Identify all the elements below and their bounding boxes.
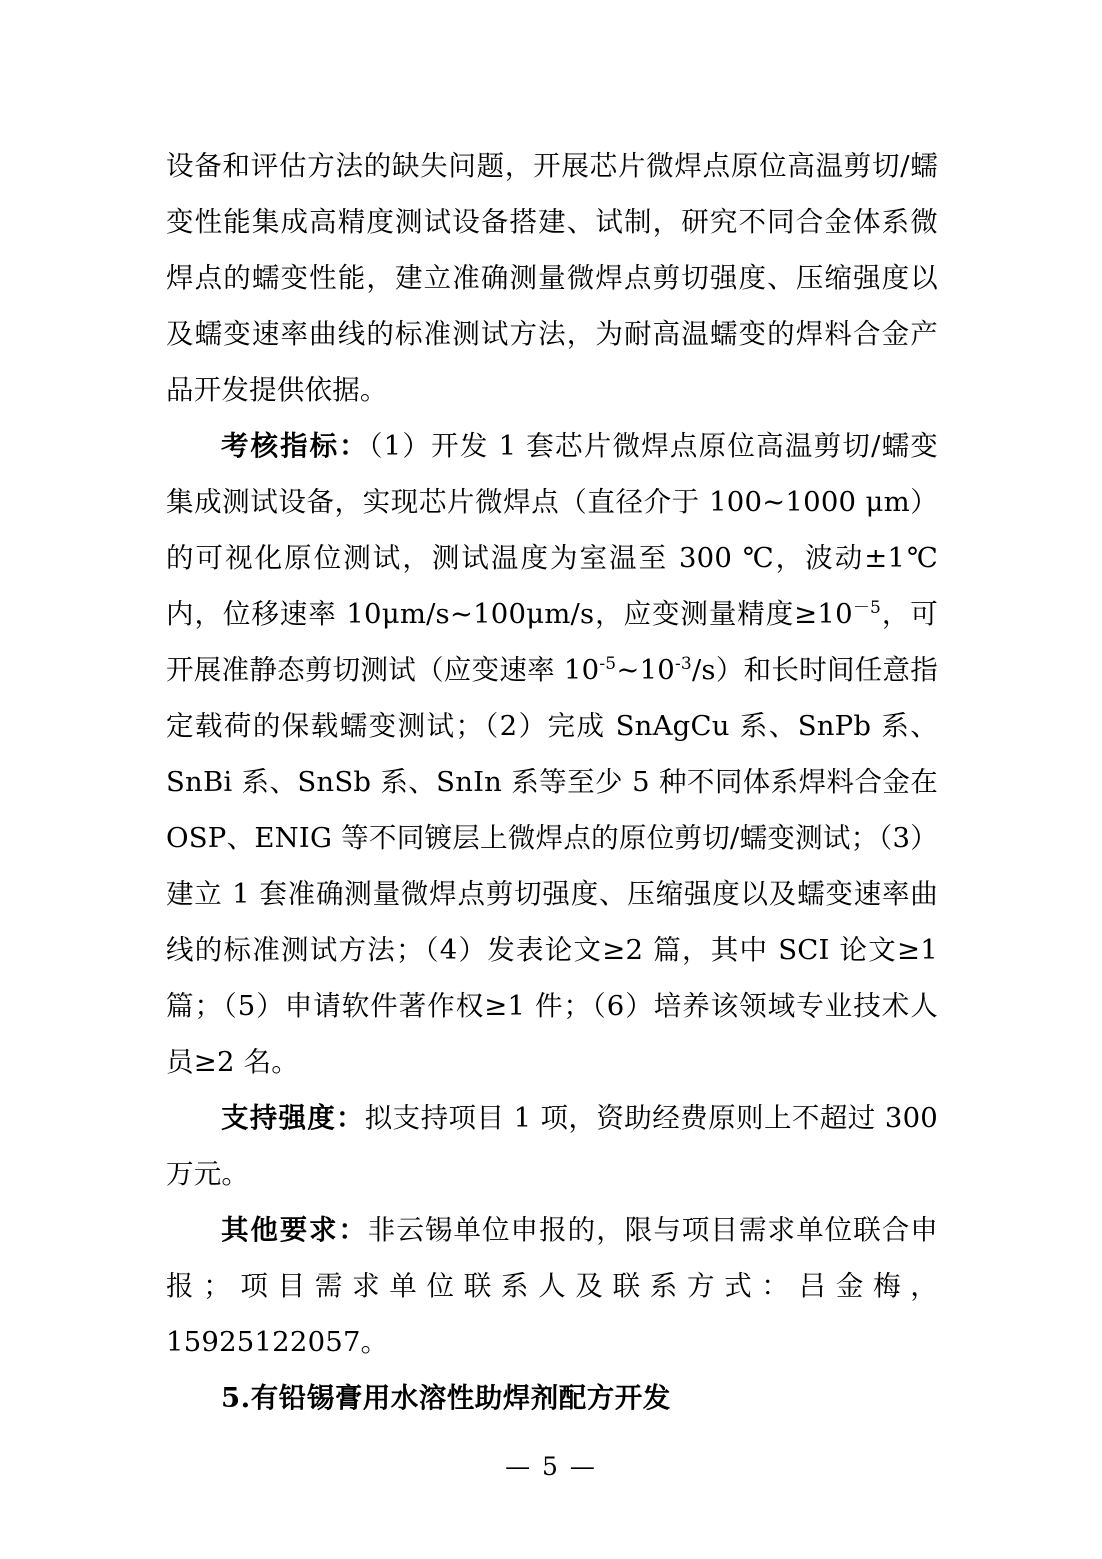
- page-number: — 5 —: [505, 1452, 597, 1481]
- assessment-indicators-body-4: /s）和长时间任意指定载荷的保载蠕变测试；（2）完成 SnAgCu 系、SnPb 系、SnBi 系、SnSb 系、SnIn 系等至少 5 种不同体系焊料合金在 OSP、ENIG 等不同镀层上微焊点的原位剪切/蠕变测试；（3）建立 1 套准确测量微焊点剪切强度、压缩强度以及蠕变速率曲线的标准测试方法；（4）发表论文≥2 篇，其中 SCI 论文≥1 篇；（5）申请软件著作权≥1 件；（6）培养该领域专业技术人员≥2 名。: [166, 654, 938, 1078]
- assessment-indicators-label: 考核指标：: [221, 430, 369, 462]
- section-assessment-indicators: [166, 418, 938, 1090]
- assessment-indicators-sup-3: -3: [674, 653, 692, 674]
- heading-section-5: 5.有铅锡膏用水溶性助焊剂配方开发: [221, 1382, 671, 1414]
- assessment-indicators-sup-1: －5: [852, 597, 882, 618]
- assessment-indicators-sup-2: -5: [599, 653, 617, 674]
- support-intensity-label: 支持强度：: [221, 1102, 365, 1134]
- section-other-requirements: [166, 1202, 938, 1370]
- other-requirements-body: 非云锡单位申报的，限与项目需求单位联合申报；项目需求单位联系人及联系方式：吕金梅，15925122057。: [166, 1214, 939, 1358]
- section-support-intensity: [166, 1090, 938, 1202]
- assessment-indicators-body-2: ，可开展准静态剪切测试（应变速率 10: [166, 598, 938, 686]
- other-requirements-label: 其他要求：: [221, 1214, 368, 1246]
- assessment-indicators-body-3: ~10: [616, 654, 675, 686]
- page-content: [166, 138, 938, 1426]
- assessment-indicators-body-1: （1）开发 1 套芯片微焊点原位高温剪切/蠕变集成测试设备，实现芯片微焊点（直径介于 100~1000 μm）的可视化原位测试，测试温度为室温至 300 ℃，波动±1℃内，位移速率 10μm/s~100μm/s，应变测量精度≥10: [166, 430, 939, 630]
- paragraph-background: 设备和评估方法的缺失问题，开展芯片微焊点原位高温剪切/蠕变性能集成高精度测试设备搭建、试制，研究不同合金体系微焊点的蠕变性能，建立准确测量微焊点剪切强度、压缩强度以及蠕变速率曲线的标准测试方法，为耐高温蠕变的焊料合金产品开发提供依据。: [166, 150, 938, 406]
- support-intensity-body: 拟支持项目 1 项，资助经费原则上不超过 300 万元。: [166, 1102, 938, 1190]
